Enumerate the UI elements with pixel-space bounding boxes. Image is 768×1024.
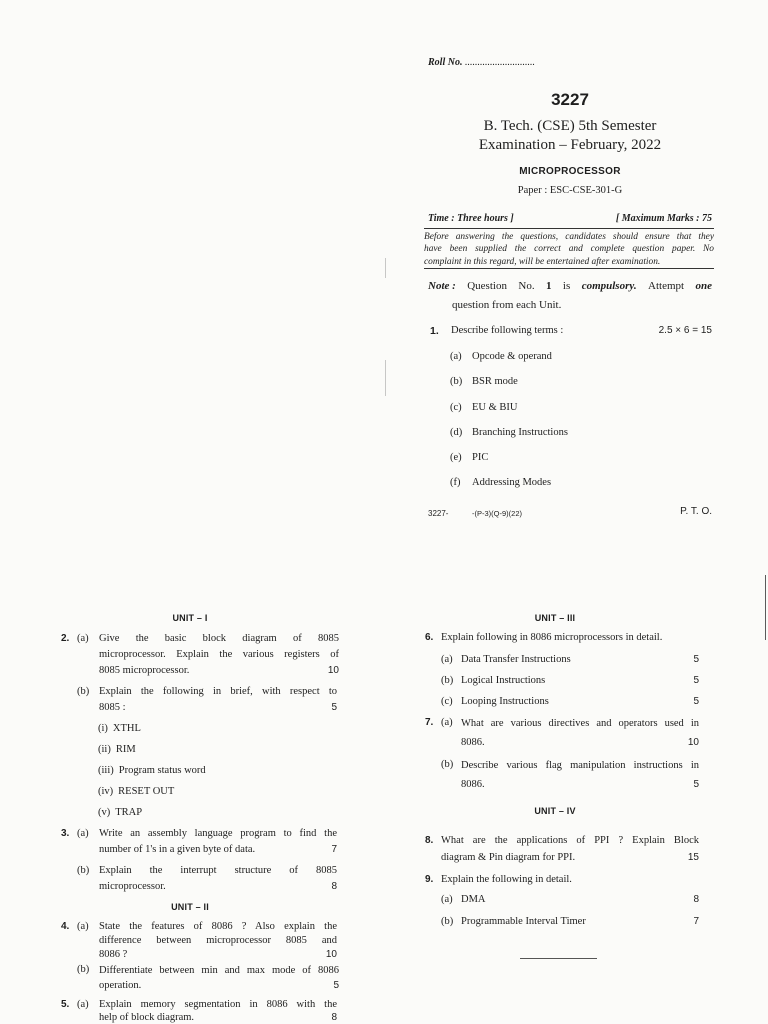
text-line: Differentiate between min and max mode of 8086 [99,965,339,976]
part-label: (a) [441,717,453,728]
item-text: Addressing Modes [472,477,552,488]
item-label: (i) [98,723,108,734]
instruction-line: complaint in this regard, will be entertained after examination. [424,256,661,267]
time-allowed: Time : Three hours ] [428,213,514,224]
roll-number-blank: ............................ [464,57,535,68]
text-line-with-marks [441,849,699,866]
item-text: Data Transfer Instructions [461,654,571,665]
marks: 7 [331,844,337,855]
subject-title: MICROPROCESSOR [519,166,621,177]
note-word: Attempt [648,280,685,292]
text-line: 8086. [461,779,485,790]
footer-code: 3227- [428,509,449,518]
item-text: TRAP [115,807,143,818]
part-label: (a) [77,921,89,932]
question-part-text [461,714,699,752]
question-part-text [99,920,337,962]
text-line: Explain memory segmentation in 8086 with the [99,999,337,1010]
paper-number: Paper : ESC-CSE-301-G [517,185,623,196]
question-number: 9. [425,874,434,885]
text-line-with-marks [461,733,699,752]
question-part-text [99,826,337,858]
list-item [98,765,206,776]
question-text: Explain the following in detail. [441,874,572,885]
instruction-line: have been supplied the correct and complete question paper. No [424,244,714,255]
note-line-2: question from each Unit. [452,299,562,311]
item-text: EU & BIU [472,402,518,413]
text-line: Write an assembly language program to find the [99,828,337,839]
exam-title: Examination – February, 2022 [478,137,662,153]
item-label: (b) [441,675,454,686]
list-item [441,654,699,665]
part-label: (b) [77,865,90,876]
list-item [450,452,488,463]
marks: 7 [693,916,699,927]
unit-heading: UNIT – III [534,613,576,623]
list-item [450,351,552,362]
item-text: XTHL [112,723,141,734]
part-label: (b) [441,759,454,770]
question-number: 1. [430,325,439,337]
item-label: (c) [441,696,453,707]
marks: 5 [331,702,337,713]
item-text: RIM [115,744,136,755]
paper-code: 3227 [551,90,589,109]
text-line: microprocessor. [99,881,166,892]
text-line-with-marks [99,948,337,962]
question-number: 7. [425,717,434,728]
question-part-text [99,631,339,679]
list-item [98,723,141,734]
text-line: Give the basic block diagram of 8085 [99,633,339,644]
item-text: Programmable Interval Timer [461,916,586,927]
text-line: 8085 microprocessor. [99,665,190,676]
question-number: 2. [61,633,70,644]
marks: 15 [687,852,699,863]
part-label: (a) [77,828,89,839]
note-line [428,280,712,292]
item-label: (f) [450,477,461,488]
item-text: DMA [461,894,486,905]
note-word: No. [518,280,535,292]
part-label: (b) [77,964,90,975]
question-text: Describe following terms : [451,325,564,336]
question-number: 4. [61,921,70,932]
list-item [441,675,699,686]
question-number: 6. [425,632,434,643]
divider [424,228,714,229]
list-item [441,696,699,707]
text-line: What are the applications of PPI ? Explain Block [441,835,699,846]
text-line: microprocessor. Explain the various registers of [99,649,339,660]
list-item [450,427,568,438]
list-item [441,916,699,927]
instructions-block [424,231,714,269]
item-text: Opcode & operand [472,351,552,362]
item-label: (iv) [98,786,114,797]
roll-number-label: Roll No. [428,57,463,68]
text-line-with-marks [99,1012,337,1024]
note-word: is [562,280,571,292]
question-number: 5. [61,999,70,1010]
unit-heading: UNIT – I [172,613,208,623]
text-line: help of block diagram. [99,1011,195,1023]
text-line: What are various directives and operators used in [461,718,699,729]
item-label: (d) [450,427,463,438]
item-text: Program status word [118,765,206,776]
question-text-block [441,832,699,866]
part-label: (b) [77,686,90,697]
item-label: (a) [441,894,453,905]
text-line: Describe various flag manipulation instructions in [461,760,699,771]
text-line-with-marks [99,842,337,858]
text-line: 8085 : [99,702,126,713]
list-item [98,786,174,797]
text-line: State the features of 8086 ? Also explain the [99,921,337,932]
time-marks-row [428,213,712,224]
text-line-with-marks [461,775,699,794]
instruction-line: Before answering the questions, candidates should ensure that they [424,232,714,242]
list-item [98,807,142,818]
item-label: (b) [450,376,463,387]
end-of-paper-rule [520,958,597,959]
item-label: (a) [441,654,453,665]
marks: 10 [325,949,337,960]
item-text: Logical Instructions [461,675,546,686]
marks: 5 [333,980,339,991]
marks: 10 [687,737,699,748]
item-label: (v) [98,807,111,818]
item-text: Looping Instructions [461,696,549,707]
question-part-text [461,756,699,794]
item-text: Branching Instructions [472,427,568,438]
scan-artifact [765,575,766,640]
item-label: (e) [450,452,462,463]
marks: 5 [693,696,699,707]
item-label: (b) [441,916,454,927]
text-line-with-marks [99,879,337,895]
text-line: Explain the interrupt structure of 8085 [99,865,337,876]
item-label: (a) [450,351,462,362]
item-text: RESET OUT [118,786,175,797]
text-line: Explain the following in brief, with respect to [99,686,337,697]
list-item [98,744,136,755]
note-question-number: 1 [546,280,552,292]
text-line-with-marks [99,700,337,716]
question-part-text [99,999,337,1024]
marks: 5 [693,779,699,790]
list-item [450,376,518,387]
note-word: Question [467,280,507,292]
scan-artifact [385,258,386,278]
text-line-with-marks [99,663,339,679]
text-line: operation. [99,980,142,991]
item-label: (c) [450,402,462,413]
item-text: BSR mode [472,376,518,387]
text-line: diagram & Pin diagram for PPI. [441,852,576,863]
unit-heading: UNIT – II [171,902,209,912]
marks: 10 [327,665,339,676]
marks: 8 [331,1011,337,1023]
marks: 8 [331,881,337,892]
degree-title: B. Tech. (CSE) 5th Semester [483,118,657,134]
question-part-text [99,863,337,895]
item-label: (ii) [98,744,111,755]
question-text: Explain following in 8086 microprocessors in detail. [441,632,663,643]
question-marks: 2.5 × 6 = 15 [658,325,712,336]
text-line: number of 1's in a given byte of data. [99,844,256,855]
text-line-with-marks [99,978,339,993]
text-line: difference between microprocessor 8085 and [99,935,337,946]
list-item [450,477,551,488]
text-line: 8086 ? [99,949,128,960]
question-number: 3. [61,828,70,839]
marks: 8 [693,894,699,905]
item-text: PIC [472,452,489,463]
text-line: 8086. [461,737,485,748]
item-label: (iii) [98,765,114,776]
scan-artifact [385,360,386,396]
unit-heading: UNIT – IV [534,806,576,816]
please-turn-over: P. T. O. [680,506,712,517]
maximum-marks: [ Maximum Marks : 75 [615,213,712,224]
question-number: 8. [425,835,434,846]
marks: 5 [693,675,699,686]
list-item [450,402,518,413]
roll-number-line [428,57,535,68]
footer-reference: -(P-3)(Q-9)(22) [472,509,522,518]
marks: 5 [693,654,699,665]
question-part-text [99,684,337,716]
note-label: Note : [428,280,456,292]
part-label: (a) [77,999,89,1010]
note-emphasis: one [695,280,712,292]
note-emphasis: compulsory. [581,280,637,292]
list-item [441,894,699,905]
part-label: (a) [77,633,89,644]
question-part-text [99,963,339,993]
